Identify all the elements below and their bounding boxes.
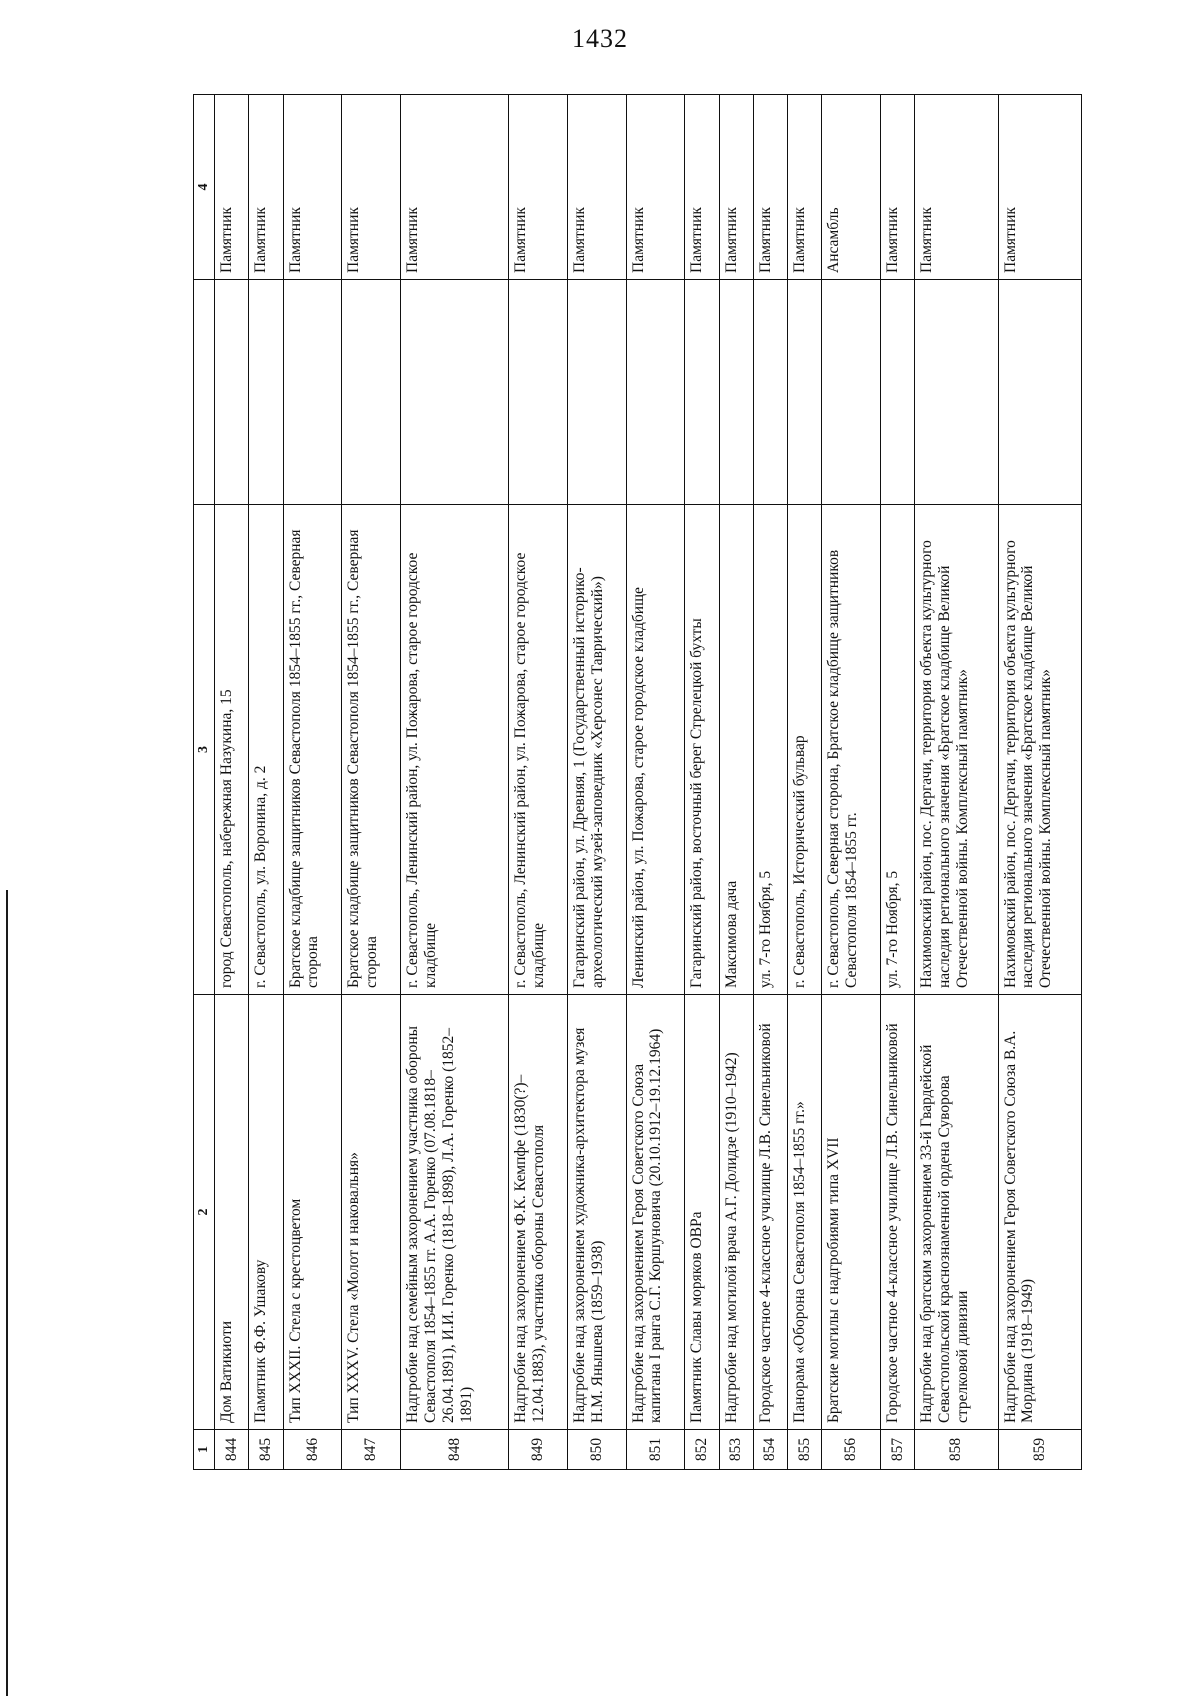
row-number: 851 — [626, 1430, 685, 1470]
object-address: Нахимовский район, пос. Дергачи, территория объекта культурного наследия регионального значения «Братское кладбище Великой Отечественной войны. Комплексный памятник» — [915, 505, 998, 995]
table-body — [215, 95, 1082, 1470]
page-number: 1432 — [572, 24, 628, 53]
object-type: Памятник — [401, 95, 509, 280]
table-row — [822, 95, 881, 1470]
object-name: Надгробие над семейным захоронением участника обороны Севастополя 1854–1855 гг. А.А. Горенко (07.08.1818–26.04.1891), И.И. Горенко (1818–1898), Л.А. Горенко (1852–1891) — [401, 995, 509, 1430]
table-row — [283, 95, 342, 1470]
object-name: Тип XXXII. Стела с крестоцветом — [283, 995, 342, 1430]
empty-cell — [249, 280, 283, 505]
empty-cell — [626, 280, 685, 505]
object-address: г. Севастополь, Ленинский район, ул. Пожарова, старое городское кладбище — [509, 505, 568, 995]
table-row — [788, 95, 822, 1470]
object-address: г. Севастополь, Северная сторона, Братское кладбище защитников Севастополя 1854–1855 гг. — [822, 505, 881, 995]
object-name: Братские могилы с надгробиями типа XVII — [822, 995, 881, 1430]
object-type: Памятник — [753, 95, 787, 280]
object-name: Надгробие над братским захоронением 33-й Гвардейской Севастопольской краснознаменной ордена Суворова стрелковой дивизии — [915, 995, 998, 1430]
column-header: 4 — [194, 95, 215, 280]
empty-cell — [915, 280, 998, 505]
object-type: Ансамбль — [822, 95, 881, 280]
empty-cell — [788, 280, 822, 505]
object-name: Надгробие над захоронением художника-архитектора музея Н.М. Янышева (1859–1938) — [567, 995, 626, 1430]
row-number: 858 — [915, 1430, 998, 1470]
object-name: Дом Ватикиоти — [215, 995, 249, 1430]
row-number: 846 — [283, 1430, 342, 1470]
object-address: Братское кладбище защитников Севастополя 1854–1855 гг., Северная сторона — [283, 505, 342, 995]
row-number: 847 — [342, 1430, 401, 1470]
object-type: Памятник — [215, 95, 249, 280]
table-row — [401, 95, 509, 1470]
empty-cell — [685, 280, 719, 505]
empty-cell — [401, 280, 509, 505]
object-address: Гагаринский район, ул. Древняя, 1 (Государственный историко-археологический музей-заповедник «Херсонес Таврический») — [567, 505, 626, 995]
row-number: 853 — [719, 1430, 753, 1470]
empty-cell — [753, 280, 787, 505]
table-row — [626, 95, 685, 1470]
row-number: 850 — [567, 1430, 626, 1470]
object-name: Надгробие над захоронением Ф.К. Кемпфе (1830(?)–12.04.1883), участника обороны Севастополя — [509, 995, 568, 1430]
table-row — [249, 95, 283, 1470]
object-type: Памятник — [998, 95, 1081, 280]
empty-cell — [719, 280, 753, 505]
table-row — [753, 95, 787, 1470]
object-type: Памятник — [509, 95, 568, 280]
table-row — [881, 95, 915, 1470]
empty-cell — [822, 280, 881, 505]
empty-cell — [215, 280, 249, 505]
object-name: Надгробие над захоронением Героя Советского Союза капитана I ранга С.Г. Коршуновича (20.10.1912–19.12.1964) — [626, 995, 685, 1430]
row-number: 857 — [881, 1430, 915, 1470]
object-name: Надгробие над захоронением Героя Советского Союза В.А. Мордина (1918–1949) — [998, 995, 1081, 1430]
table-row — [509, 95, 568, 1470]
table-row — [342, 95, 401, 1470]
object-type: Памятник — [249, 95, 283, 280]
row-number: 845 — [249, 1430, 283, 1470]
row-number: 844 — [215, 1430, 249, 1470]
object-type: Памятник — [567, 95, 626, 280]
object-name: Городское частное 4-классное училище Л.В. Синельниковой — [753, 995, 787, 1430]
column-header: 1 — [194, 1430, 215, 1470]
row-number: 848 — [401, 1430, 509, 1470]
row-number: 849 — [509, 1430, 568, 1470]
empty-cell — [283, 280, 342, 505]
object-address: Гагаринский район, восточный берег Стрелецкой бухты — [685, 505, 719, 995]
scan-edge-line — [6, 890, 8, 1696]
table-header-row — [194, 95, 215, 1470]
object-name: Памятник Славы моряков ОВРа — [685, 995, 719, 1430]
object-address: г. Севастополь, Ленинский район, ул. Пожарова, старое городское кладбище — [401, 505, 509, 995]
table-row — [719, 95, 753, 1470]
object-address: Братское кладбище защитников Севастополя 1854–1855 гг., Северная сторона — [342, 505, 401, 995]
object-address: Максимова дача — [719, 505, 753, 995]
row-number: 859 — [998, 1430, 1081, 1470]
column-header: 2 — [194, 995, 215, 1430]
object-name: Тип XXXV. Стела «Молот и наковальня» — [342, 995, 401, 1430]
table-row — [998, 95, 1081, 1470]
empty-cell — [998, 280, 1081, 505]
object-type: Памятник — [788, 95, 822, 280]
object-type: Памятник — [881, 95, 915, 280]
heritage-table — [193, 94, 1082, 1470]
object-name: Надгробие над могилой врача А.Г. Долидзе (1910–1942) — [719, 995, 753, 1430]
object-address: г. Севастополь, ул. Воронина, д. 2 — [249, 505, 283, 995]
object-name: Памятник Ф.Ф. Ушакову — [249, 995, 283, 1430]
object-name: Городское частное 4-классное училище Л.В. Синельниковой — [881, 995, 915, 1430]
object-type: Памятник — [626, 95, 685, 280]
column-header: 3 — [194, 505, 215, 995]
table-rotated-container — [193, 95, 1082, 1470]
object-address: ул. 7-го Ноября, 5 — [881, 505, 915, 995]
object-address: город Севастополь, набережная Назукина, 15 — [215, 505, 249, 995]
object-type: Памятник — [342, 95, 401, 280]
table-row — [215, 95, 249, 1470]
object-type: Памятник — [685, 95, 719, 280]
empty-cell — [342, 280, 401, 505]
empty-cell — [881, 280, 915, 505]
table-row — [915, 95, 998, 1470]
object-type: Памятник — [915, 95, 998, 280]
empty-cell — [509, 280, 568, 505]
column-header — [194, 280, 215, 505]
row-number: 856 — [822, 1430, 881, 1470]
table-row — [567, 95, 626, 1470]
object-type: Памятник — [283, 95, 342, 280]
empty-cell — [567, 280, 626, 505]
object-type: Памятник — [719, 95, 753, 280]
object-name: Панорама «Оборона Севастополя 1854–1855 гг.» — [788, 995, 822, 1430]
row-number: 852 — [685, 1430, 719, 1470]
object-address: г. Севастополь, Исторический бульвар — [788, 505, 822, 995]
object-address: Нахимовский район, пос. Дергачи, территория объекта культурного наследия регионального значения «Братское кладбище Великой Отечественной войны. Комплексный памятник» — [998, 505, 1081, 995]
row-number: 854 — [753, 1430, 787, 1470]
row-number: 855 — [788, 1430, 822, 1470]
object-address: ул. 7-го Ноября, 5 — [753, 505, 787, 995]
table-row — [685, 95, 719, 1470]
object-address: Ленинский район, ул. Пожарова, старое городское кладбище — [626, 505, 685, 995]
